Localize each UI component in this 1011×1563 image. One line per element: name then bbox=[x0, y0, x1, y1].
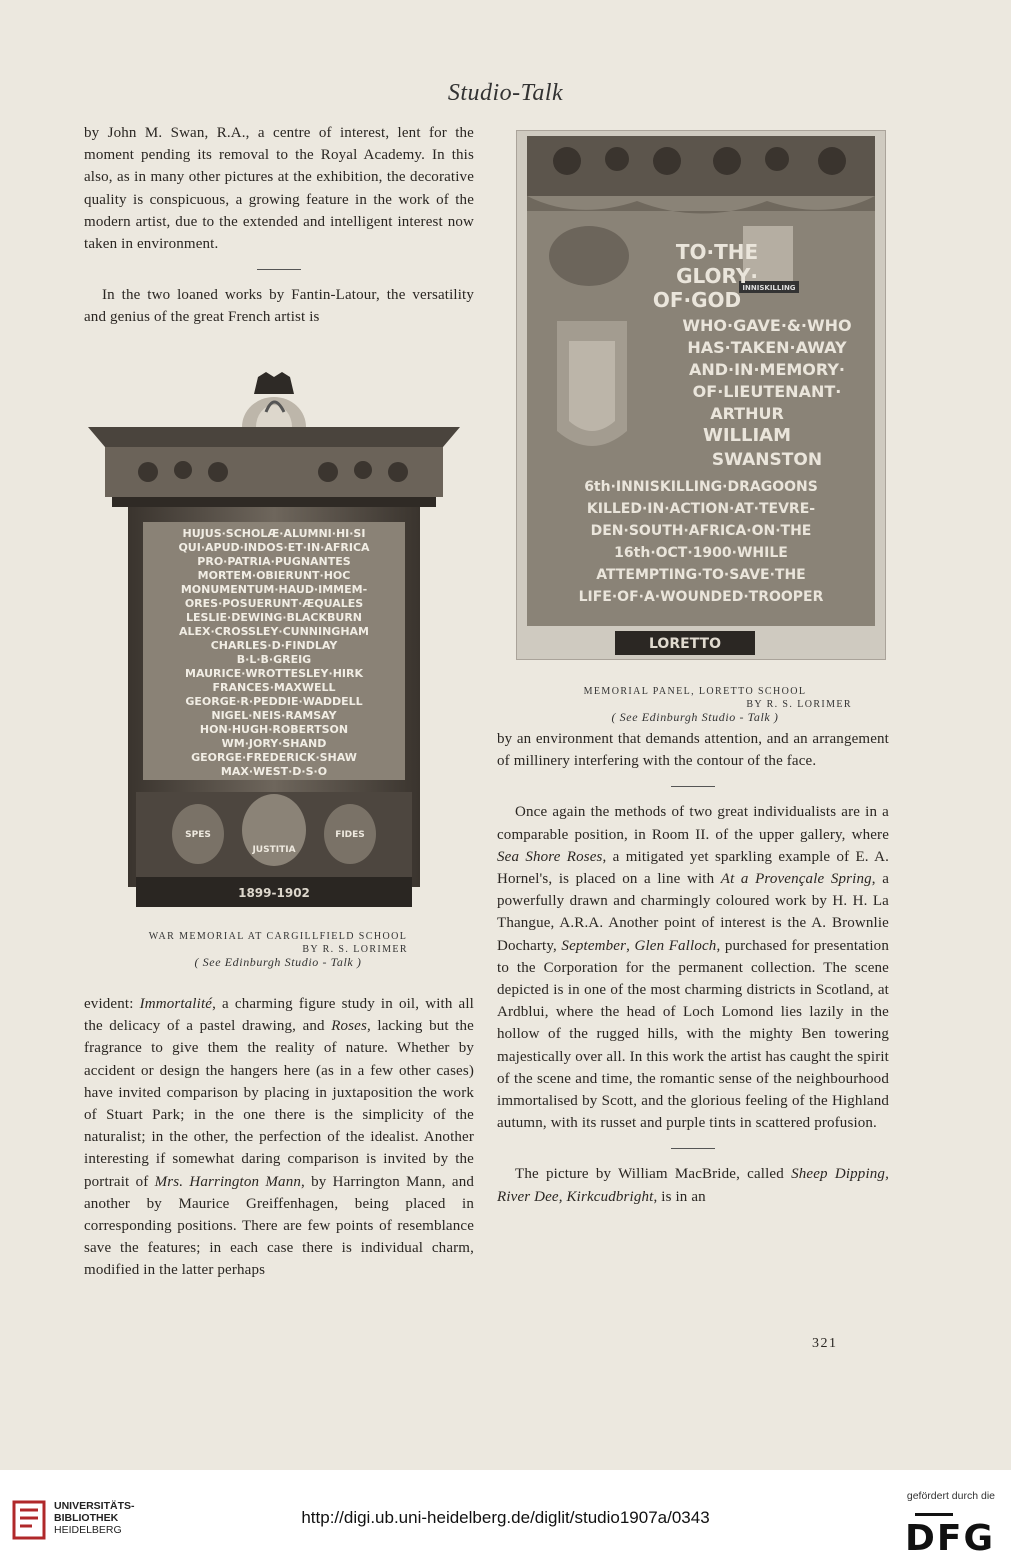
inscription-line: GEORGE·FREDERICK·SHAW bbox=[191, 751, 357, 764]
inscription-line: WM·JORY·SHAND bbox=[221, 737, 327, 750]
inscription-line: QUI·APUD·INDOS·ET·IN·AFRICA bbox=[178, 541, 370, 554]
inscription-line: ALEX·CROSSLEY·CUNNINGHAM bbox=[178, 625, 370, 638]
inscription-line: GEORGE·R·PEDDIE·WADDELL bbox=[185, 695, 363, 708]
inscription-line: HUJUS·SCHOLÆ·ALUMNI·HI·SI bbox=[182, 527, 366, 540]
base-label: LORETTO bbox=[649, 636, 721, 652]
inscription-line: TO·THE bbox=[675, 240, 759, 264]
inscription-line: SWANSTON bbox=[711, 450, 823, 470]
page-number: 321 bbox=[812, 1336, 838, 1351]
loretto-panel-caption bbox=[510, 685, 880, 724]
inscription-line: AND·IN·MEMORY· bbox=[688, 360, 846, 379]
inscription-line: WILLIAM bbox=[702, 425, 792, 446]
inscription-line: KILLED·IN·ACTION·AT·TEVRE- bbox=[586, 501, 816, 517]
virtue-label: JUSTITIA bbox=[252, 845, 296, 855]
inscription-line: LIFE·OF·A·WOUNDED·TROOPER bbox=[578, 589, 824, 605]
inscription-line: 6th·INNISKILLING·DRAGOONS bbox=[584, 479, 818, 495]
section-divider bbox=[257, 269, 301, 270]
loretto-panel-figure bbox=[516, 130, 886, 660]
inscription-line: MAURICE·WROTTESLEY·HIRK bbox=[185, 667, 363, 680]
inscription-line: MORTEM·OBIERUNT·HOC bbox=[197, 569, 351, 582]
inscription-line: HON·HUGH·ROBERTSON bbox=[199, 723, 349, 736]
left-column bbox=[84, 122, 474, 329]
dfg-logo: DFG bbox=[904, 1518, 995, 1559]
caption-reference: ( See Edinburgh Studio - Talk ) bbox=[611, 710, 779, 724]
memorial-date: 1899-1902 bbox=[238, 886, 310, 900]
inscription-line: HAS·TAKEN·AWAY bbox=[687, 338, 847, 357]
inscription-line: WHO·GAVE·&·WHO bbox=[682, 316, 852, 335]
caption-reference: ( See Edinburgh Studio - Talk ) bbox=[194, 955, 362, 969]
caption-credit: BY R. S. LORIMER bbox=[302, 944, 408, 955]
paragraph: Once again the methods of two great individualists are in a comparable position, in Room II. of the upper gallery, where Sea Shore Roses, a mitigated yet sparkling example of E. A. Hornel's, is placed on a line with At a Provençale Spring, a powerfully drawn and charmingly coloured work by H. H. La Thangue, A.R.A. Another point of interest is the A. Brownlie Docharty, September, Glen Falloch, purchased for presentation to the Corporation for the permanent collection. The scene depicted is in one of the most charming districts in Scotland, at Ardblui, where the head of Loch Lomond lies lazily in the hollow of the rugged hills, with the mighty Ben towering majestically over all. In this work the artist has caught the spirit of the scene and time, the romantic sense of the neighbourhood immortalised by Scott, and the glorious feeling of the Highland autumn, with its russet and purple tints in scattered profusion. bbox=[497, 804, 889, 1132]
section-divider bbox=[671, 786, 715, 787]
digitization-footer bbox=[0, 1470, 1011, 1563]
scroll-label: INNISKILLING bbox=[742, 284, 796, 292]
inscription-line: B·L·B·GREIG bbox=[236, 653, 312, 666]
inscription-line: ARTHUR bbox=[710, 404, 784, 423]
war-memorial-caption bbox=[120, 930, 436, 969]
inscription-line: ATTEMPTING·TO·SAVE·THE bbox=[596, 567, 806, 583]
inscription-line: NIGEL·NEIS·RAMSAY bbox=[211, 709, 337, 722]
inscription-line: DEN·SOUTH·AFRICA·ON·THE bbox=[590, 523, 812, 539]
virtue-label: SPES bbox=[185, 830, 211, 840]
inscription-line: GLORY· bbox=[676, 264, 758, 288]
war-memorial-image bbox=[88, 372, 460, 912]
library-name: UNIVERSITÄTS- BIBLIOTHEK HEIDELBERG bbox=[54, 1500, 135, 1536]
left-column-continued bbox=[84, 993, 474, 1282]
paragraph: evident: Immortalité, a charming figure study in oil, with all the delicacy of a pastel drawing, and Roses, lacking but the fragrance to give them the reality of nature. Whether by accident or design the hangers here (as in a few other cases) have invited comparison by placing in juxtaposition the work of Stuart Park; in the one there is the simplicity of the naturalist; in the other, the perfection of the idealist. Another interesting if somewhat daring comparison is invited by the portrait of Mrs. Harrington Mann, by Harrington Mann, and another by Maurice Greiffenhagen, being placed in corresponding positions. There are few points of resemblance save the features; in each case there is individual charm, modified in the latter perhaps bbox=[84, 996, 474, 1279]
caption-title: MEMORIAL PANEL, LORETTO SCHOOL bbox=[583, 686, 807, 697]
source-url-link[interactable]: http://digi.ub.uni-heidelberg.de/diglit/studio1907a/0343 bbox=[301, 1508, 710, 1527]
inscription-line: MAX·WEST·D·S·O bbox=[220, 765, 328, 778]
caption-title: WAR MEMORIAL AT CARGILLFIELD SCHOOL bbox=[148, 931, 408, 942]
war-memorial-figure bbox=[88, 372, 460, 912]
inscription-line: ORES·POSUERUNT·ÆQUALES bbox=[184, 597, 364, 610]
dfg-bar-icon bbox=[915, 1513, 953, 1516]
inscription-line: OF·LIEUTENANT· bbox=[692, 382, 842, 401]
paragraph: by an environment that demands attention, and an arrangement of millinery interfering with the contour of the face. bbox=[497, 731, 889, 770]
running-head: Studio-Talk bbox=[447, 80, 564, 106]
inscription-line: LESLIE·DEWING·BLACKBURN bbox=[185, 611, 363, 624]
paragraph: In the two loaned works by Fantin-Latour, the versatility and genius of the great French artist is bbox=[84, 287, 474, 326]
caption-credit: BY R. S. LORIMER bbox=[746, 699, 852, 710]
loretto-panel-image bbox=[517, 131, 885, 659]
paragraph: by John M. Swan, R.A., a centre of interest, lent for the moment pending its removal to the Royal Academy. In this also, as in many other pictures at the exhibition, the decorative quality is conspicuous, a growing feature in the work of the modern artist, due to the extended and intelligent interest now taken in environment. bbox=[84, 125, 474, 253]
inscription-line: MONUMENTUM·HAUD·IMMEM- bbox=[180, 583, 368, 596]
paragraph: The picture by William MacBride, called Sheep Dipping, River Dee, Kirkcudbright, is in an bbox=[497, 1166, 889, 1205]
virtue-label: FIDES bbox=[335, 830, 365, 840]
inscription-line: 16th·OCT·1900·WHILE bbox=[614, 545, 788, 561]
right-column bbox=[497, 728, 889, 1208]
inscription-line: CHARLES·D·FINDLAY bbox=[210, 639, 338, 652]
inscription-line: FRANCES·MAXWELL bbox=[212, 681, 336, 694]
section-divider bbox=[671, 1148, 715, 1149]
inscription-line: PRO·PATRIA·PUGNANTES bbox=[197, 555, 351, 568]
funding-note: gefördert durch die bbox=[906, 1490, 995, 1502]
inscription-line: OF·GOD bbox=[652, 288, 742, 312]
